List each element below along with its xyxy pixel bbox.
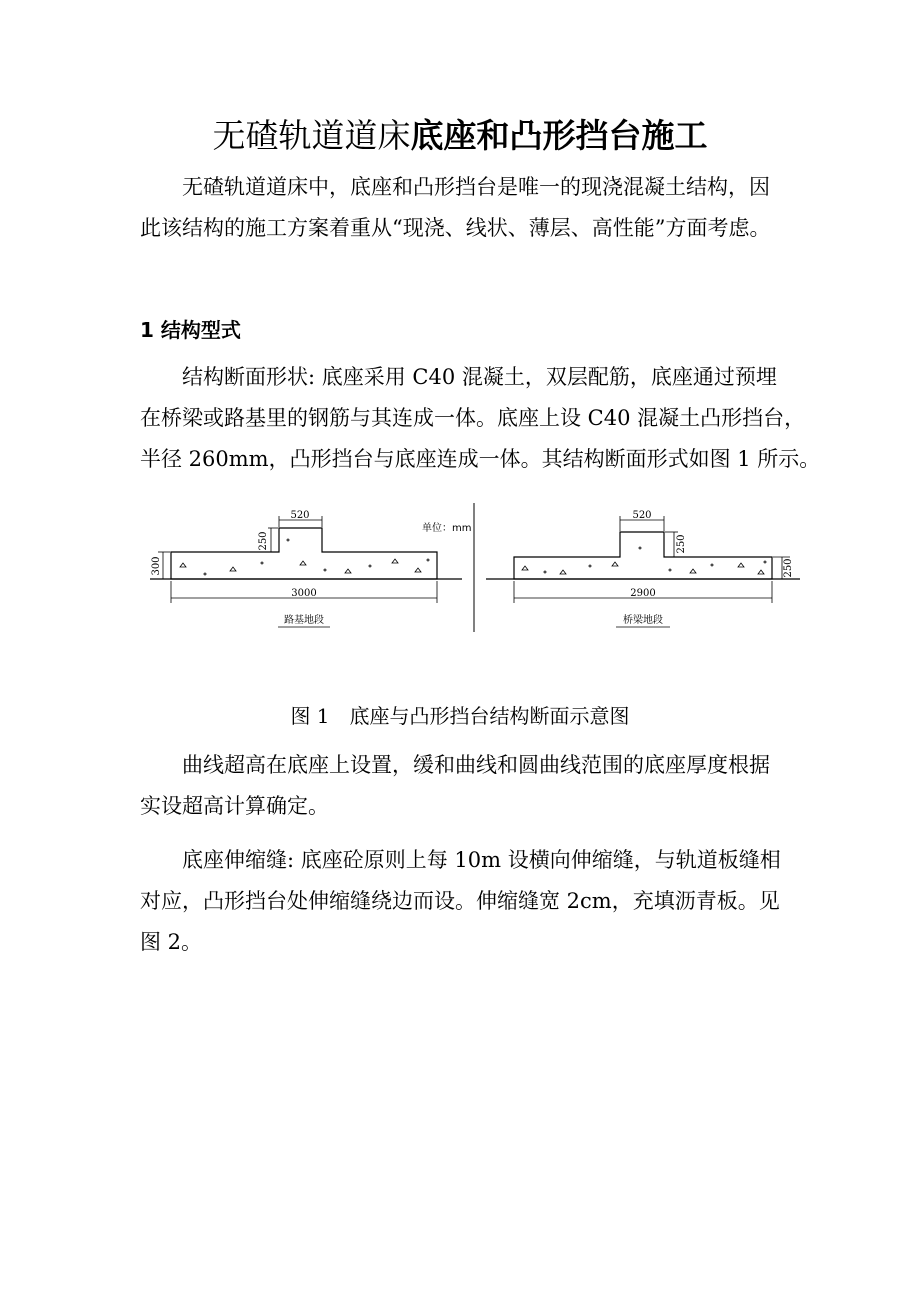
curve-paragraph [140, 745, 790, 827]
left-base-outline [171, 528, 437, 579]
joint-paragraph [140, 840, 790, 963]
joint-line-2: 对应，凸形挡台处伸缩缝绕边而设。伸缩缝宽 2cm，充填沥青板。见 [140, 889, 780, 913]
figure-caption [0, 696, 920, 736]
right-base-height-label: 250 [783, 558, 794, 578]
intro-line-1: 无碴轨道道床中，底座和凸形挡台是唯一的现浇混凝土结构，因 [182, 175, 770, 199]
right-bump-width-label: 520 [632, 510, 652, 521]
figure-caption-text: 底座与凸形挡台结构断面示意图 [349, 704, 630, 728]
unit-label: 单位：mm [422, 523, 472, 534]
right-base-outline [514, 532, 772, 579]
intro-line-2: 此该结构的施工方案着重从“现浇、线状、薄层、高性能”方面考虑。 [140, 216, 771, 240]
left-bump-height-label: 250 [258, 531, 269, 551]
right-total-width-label: 2900 [630, 588, 656, 599]
right-aggregate [522, 547, 766, 574]
curve-line-1: 曲线超高在底座上设置，缓和曲线和圆曲线范围的底座厚度根据 [182, 753, 770, 777]
curve-line-2: 实设超高计算确定。 [140, 794, 329, 818]
left-base-height-label: 300 [151, 556, 162, 576]
figure-caption-number: 图 1 [290, 704, 330, 728]
right-section-label: 桥梁地段 [623, 615, 663, 626]
structure-line-1: 结构断面形状: 底座采用 C40 混凝土，双层配筋，底座通过预埋 [182, 365, 777, 389]
right-bump-height-label: 250 [676, 534, 687, 554]
left-section [150, 510, 471, 627]
title-part-light: 无碴轨道道床 [212, 116, 411, 155]
joint-line-3: 图 2。 [140, 930, 203, 954]
left-section-label: 路基地段 [284, 615, 324, 626]
structure-line-3: 半径 260mm，凸形挡台与底座连成一体。其结构断面形式如图 1 所示。 [140, 447, 821, 471]
section-heading: 1 结构型式 [140, 318, 241, 342]
left-aggregate [180, 539, 429, 575]
title-part-bold: 底座和凸形挡台施工 [410, 116, 708, 155]
left-total-width-label: 3000 [291, 588, 317, 599]
left-bump-width-label: 520 [290, 510, 310, 521]
right-section [486, 510, 800, 627]
structure-line-2: 在桥梁或路基里的钢筋与其连成一体。底座上设 C40 混凝土凸形挡台， [140, 406, 806, 430]
joint-line-1: 底座伸缩缝: 底座砼原则上每 10m 设横向伸缩缝，与轨道板缝相 [182, 848, 781, 872]
